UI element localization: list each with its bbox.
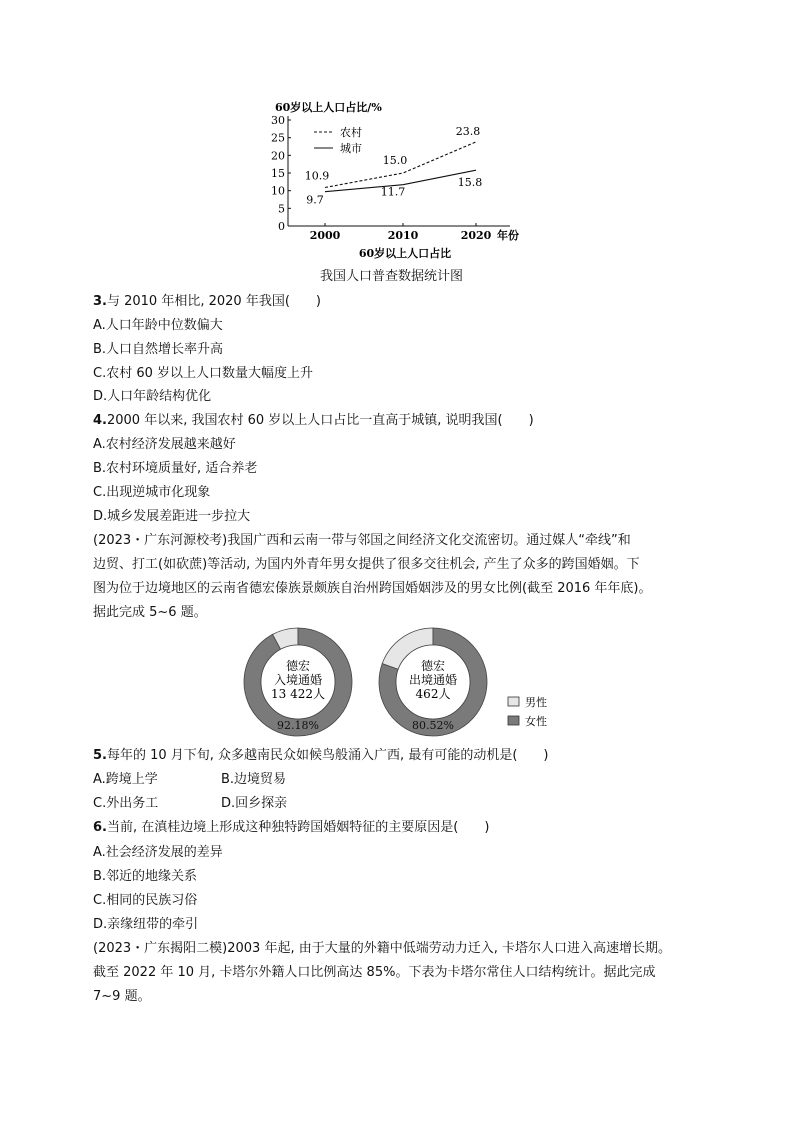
legend-urban-label: 城市 xyxy=(340,142,362,155)
q6-stem xyxy=(93,820,489,836)
q4-option-c[interactable]: C.出现逆城市化现象 xyxy=(93,485,211,500)
passage2-line-2: 截至 2022 年 10 月, 卡塔尔外籍人口比例高达 85%。下表为卡塔尔常住人口结构统计。据此完成 xyxy=(93,965,656,980)
donut-center-label: 462人 xyxy=(415,687,451,701)
y-tick-label: 30 xyxy=(271,114,285,127)
q5-stem xyxy=(93,748,548,764)
legend-female-label: 女性 xyxy=(525,715,547,728)
legend-rural-label: 农村 xyxy=(340,126,362,139)
y-tick-label: 5 xyxy=(278,202,285,216)
line-chart-caption: 我国人口普查数据统计图 xyxy=(320,269,464,284)
data-label: 15.0 xyxy=(382,154,408,167)
q5-number: 5. xyxy=(93,748,107,763)
q3-text: 与 2010 年相比, 2020 年我国( ) xyxy=(106,294,321,309)
y-tick-label: 10 xyxy=(271,184,285,198)
q5-option-a[interactable]: A.跨境上学 xyxy=(93,772,158,787)
q3-stem xyxy=(93,294,321,310)
q5-option-d[interactable]: D.回乡探亲 xyxy=(221,796,288,811)
x-tick-label: 2020 xyxy=(460,229,492,242)
q3-option-c[interactable]: C.农村 60 岁以上人口数量大幅度上升 xyxy=(93,366,314,381)
q3-option-a[interactable]: A.人口年龄中位数偏大 xyxy=(93,318,223,333)
legend-male-label: 男性 xyxy=(525,696,547,709)
data-label: 10.9 xyxy=(304,169,330,183)
y-axis-title: 60岁以上人口占比/% xyxy=(275,101,382,114)
donut-charts xyxy=(240,625,570,740)
q6-option-c[interactable]: C.相同的民族习俗 xyxy=(93,893,198,908)
donut-center-label: 德宏 xyxy=(285,659,311,673)
q5-text: 每年的 10 月下旬, 众多越南民众如候鸟般涌入广西, 最有可能的动机是( ) xyxy=(106,748,549,763)
data-label: 15.8 xyxy=(457,176,483,190)
q6-option-a[interactable]: A.社会经济发展的差异 xyxy=(93,845,223,860)
passage2-line-1: (2023・广东揭阳二模)2003 年起, 由于大量的外籍中低端劳动力迁入, 卡塔尔人口进入高速增长期。 xyxy=(93,941,671,956)
q5-option-c[interactable]: C.外出务工 xyxy=(93,796,159,811)
q4-number: 4. xyxy=(93,413,107,428)
donut-center-label: 13 422人 xyxy=(271,687,325,701)
passage1-line-4: 据此完成 5~6 题。 xyxy=(93,605,207,620)
x-axis-title: 60岁以上人口占比 xyxy=(358,247,452,260)
y-tick-label: 20 xyxy=(271,149,285,163)
q4-option-b[interactable]: B.农村环境质量好, 适合养老 xyxy=(93,461,258,476)
q4-text: 2000 年以来, 我国农村 60 岁以上人口占比一直高于城镇, 说明我国( ) xyxy=(106,413,534,428)
q3-option-d[interactable]: D.人口年龄结构优化 xyxy=(93,389,212,404)
data-label: 9.7 xyxy=(306,193,324,207)
q5-option-b[interactable]: B.边境贸易 xyxy=(221,772,287,787)
y-tick-label: 0 xyxy=(278,220,285,233)
y-tick-label: 15 xyxy=(271,167,285,180)
q3-number: 3. xyxy=(93,294,107,309)
donut-percent-label: 80.52% xyxy=(412,719,454,732)
x-tick-label: 2000 xyxy=(309,229,341,242)
q4-stem xyxy=(93,413,534,429)
passage2-line-3: 7~9 题。 xyxy=(93,989,151,1004)
q6-option-d[interactable]: D.亲缘纽带的牵引 xyxy=(93,917,199,932)
donut-center-label: 出境通婚 xyxy=(408,673,458,687)
donut-center-label: 入境通婚 xyxy=(273,673,323,687)
q6-text: 当前, 在滇桂边境上形成这种独特跨国婚姻特征的主要原因是( ) xyxy=(106,820,490,835)
x-tick-label: 2010 xyxy=(387,229,419,242)
donut-percent-label: 92.18% xyxy=(277,719,319,732)
data-label: 23.8 xyxy=(455,124,481,138)
q6-number: 6. xyxy=(93,820,107,835)
y-tick-label: 25 xyxy=(271,131,285,145)
data-label: 11.7 xyxy=(380,185,406,199)
passage1-line-2: 边贸、打工(如砍蔗)等活动, 为国内外青年男女提供了很多交往机会, 产生了众多的跨国婚姻。下 xyxy=(93,557,640,572)
legend-male-swatch xyxy=(508,697,519,706)
line-chart xyxy=(260,95,530,270)
donut-center-label: 德宏 xyxy=(420,659,446,673)
legend-female-swatch xyxy=(508,716,519,725)
passage1-line-3: 图为位于边境地区的云南省德宏傣族景颇族自治州跨国婚姻涉及的男女比例(截至 2016 年年底)。 xyxy=(93,581,652,596)
q6-option-b[interactable]: B.邻近的地缘关系 xyxy=(93,869,198,884)
passage1-line-1: (2023・广东河源校考)我国广西和云南一带与邻国之间经济文化交流密切。通过媒人“牵线”和 xyxy=(93,533,631,548)
q4-option-a[interactable]: A.农村经济发展越来越好 xyxy=(93,437,236,452)
q4-option-d[interactable]: D.城乡发展差距进一步拉大 xyxy=(93,509,251,524)
q3-option-b[interactable]: B.人口自然增长率升高 xyxy=(93,342,224,357)
x-axis-unit: 年份 xyxy=(497,229,519,242)
